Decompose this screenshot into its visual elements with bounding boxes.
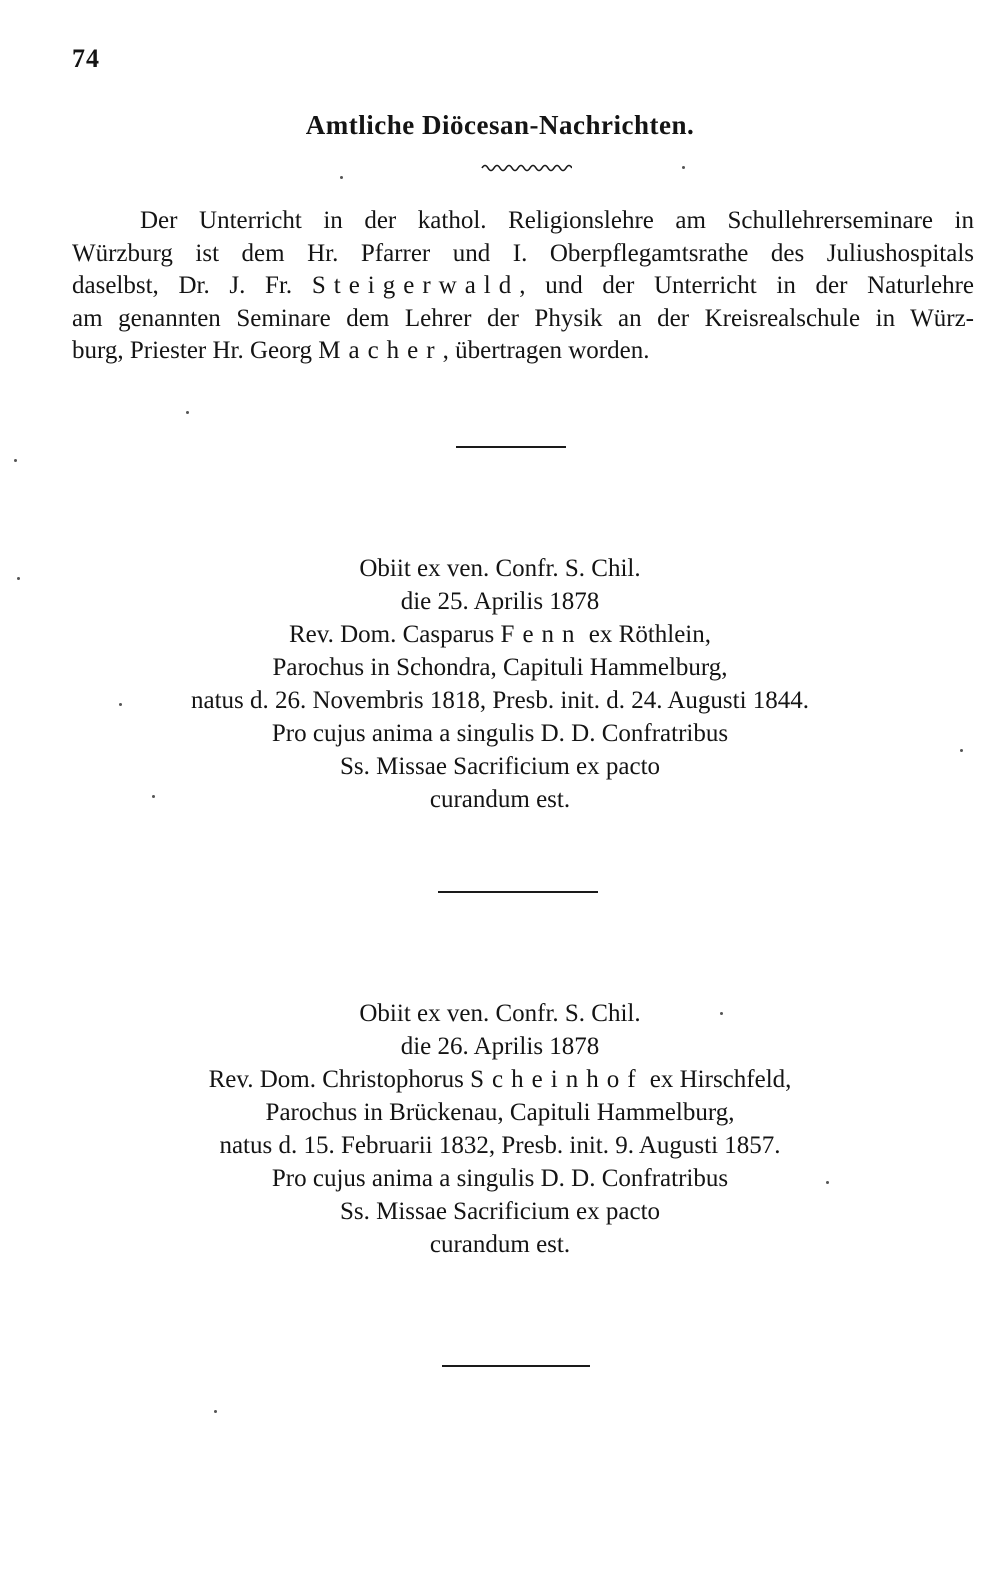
scan-speck bbox=[214, 1410, 217, 1413]
notice-line bbox=[72, 238, 974, 271]
notice-line bbox=[72, 335, 974, 368]
person-name-macher: Macher bbox=[318, 337, 443, 364]
notice-text: daselbst, Dr. J. Fr. bbox=[72, 272, 312, 299]
obituary-text: curandum est. bbox=[429, 786, 571, 813]
obituary-line bbox=[0, 1162, 1000, 1195]
obituary-text: curandum est. bbox=[429, 1231, 571, 1258]
notice-line bbox=[72, 270, 974, 303]
obituary-text: natus d. 26. Novembris 1818, Presb. init. d. 24. Augusti 1844. bbox=[190, 687, 810, 714]
obituary-line bbox=[0, 585, 1000, 618]
notice-text: , und der Unterricht in der Naturlehre bbox=[519, 272, 974, 299]
notice-paragraph bbox=[72, 205, 974, 368]
obituary-text: Rev. Dom. Casparus bbox=[288, 621, 501, 648]
obituary-line bbox=[0, 1030, 1000, 1063]
scan-speck bbox=[119, 703, 122, 706]
obituary-text: Ss. Missae Sacrificium ex pacto bbox=[339, 1198, 661, 1225]
scan-speck bbox=[14, 459, 17, 462]
obituary-heading: Obiit ex ven. Confr. S. Chil. bbox=[359, 555, 641, 582]
person-name-steigerwald: Steigerwald bbox=[311, 272, 520, 299]
obituary-text: Parochus in Brückenau, Capituli Hammelburg, bbox=[265, 1099, 735, 1126]
obituary-line bbox=[0, 1063, 1000, 1096]
section-divider bbox=[438, 891, 598, 893]
obituary-text: ex Röthlein, bbox=[582, 621, 712, 648]
scan-speck bbox=[960, 749, 963, 752]
person-name-fenn: Fenn bbox=[500, 621, 583, 648]
scan-speck bbox=[340, 176, 343, 179]
obituary-line bbox=[0, 1228, 1000, 1261]
obituary-text: Parochus in Schondra, Capituli Hammelburg, bbox=[272, 654, 728, 681]
obituary-date: die 26. Aprilis 1878 bbox=[400, 1033, 600, 1060]
obituary-text: Pro cujus anima a singulis D. D. Confratribus bbox=[271, 720, 729, 747]
notice-text: Der Unterricht in der kathol. Religionslehre am Schullehrerseminare in bbox=[140, 207, 974, 234]
obituary-text: ex Hirschfeld, bbox=[643, 1066, 792, 1093]
notice-line bbox=[72, 205, 974, 238]
obituary-line bbox=[0, 1129, 1000, 1162]
obituary-notice bbox=[0, 552, 1000, 816]
obituary-line bbox=[0, 717, 1000, 750]
obituary-line bbox=[0, 783, 1000, 816]
obituary-text: Ss. Missae Sacrificium ex pacto bbox=[339, 753, 661, 780]
scan-speck bbox=[152, 795, 155, 798]
section-divider bbox=[442, 1365, 590, 1367]
scan-speck bbox=[682, 166, 685, 169]
notice-line bbox=[72, 303, 974, 336]
notice-text: burg, Priester Hr. Georg bbox=[72, 337, 319, 364]
obituary-line bbox=[0, 1096, 1000, 1129]
obituary-date: die 25. Aprilis 1878 bbox=[400, 588, 600, 615]
notice-text: am genannten Seminare dem Lehrer der Physik an der Kreisrealschule in Würz- bbox=[72, 304, 974, 332]
scan-speck bbox=[826, 1181, 829, 1184]
obituary-text: natus d. 15. Februarii 1832, Presb. init. 9. Augusti 1857. bbox=[219, 1132, 781, 1159]
obituary-line bbox=[0, 684, 1000, 717]
obituary-text: Rev. Dom. Christophorus bbox=[208, 1066, 471, 1093]
obituary-line bbox=[0, 552, 1000, 585]
obituary-line bbox=[0, 750, 1000, 783]
notice-text: , übertragen worden. bbox=[442, 337, 650, 364]
obituary-heading: Obiit ex ven. Confr. S. Chil. bbox=[359, 1000, 641, 1027]
scan-speck bbox=[720, 1012, 723, 1015]
obituary-line bbox=[0, 618, 1000, 651]
scan-speck bbox=[17, 577, 20, 580]
obituary-line bbox=[0, 997, 1000, 1030]
section-divider bbox=[456, 446, 566, 448]
header-ornament-icon bbox=[480, 156, 572, 180]
page-number: 74 bbox=[72, 44, 100, 73]
obituary-line bbox=[0, 1195, 1000, 1228]
obituary-line bbox=[0, 651, 1000, 684]
notice-text: Würzburg ist dem Hr. Pfarrer und I. Oberpflegamtsrathe des Juliushospitals bbox=[72, 239, 974, 267]
obituary-text: Pro cujus anima a singulis D. D. Confratribus bbox=[271, 1165, 729, 1192]
obituary-notice bbox=[0, 997, 1000, 1261]
person-name-scheinhof: Scheinhof bbox=[470, 1066, 644, 1093]
page-title: Amtliche Diöcesan-Nachrichten. bbox=[305, 110, 695, 140]
scan-speck bbox=[186, 411, 189, 414]
